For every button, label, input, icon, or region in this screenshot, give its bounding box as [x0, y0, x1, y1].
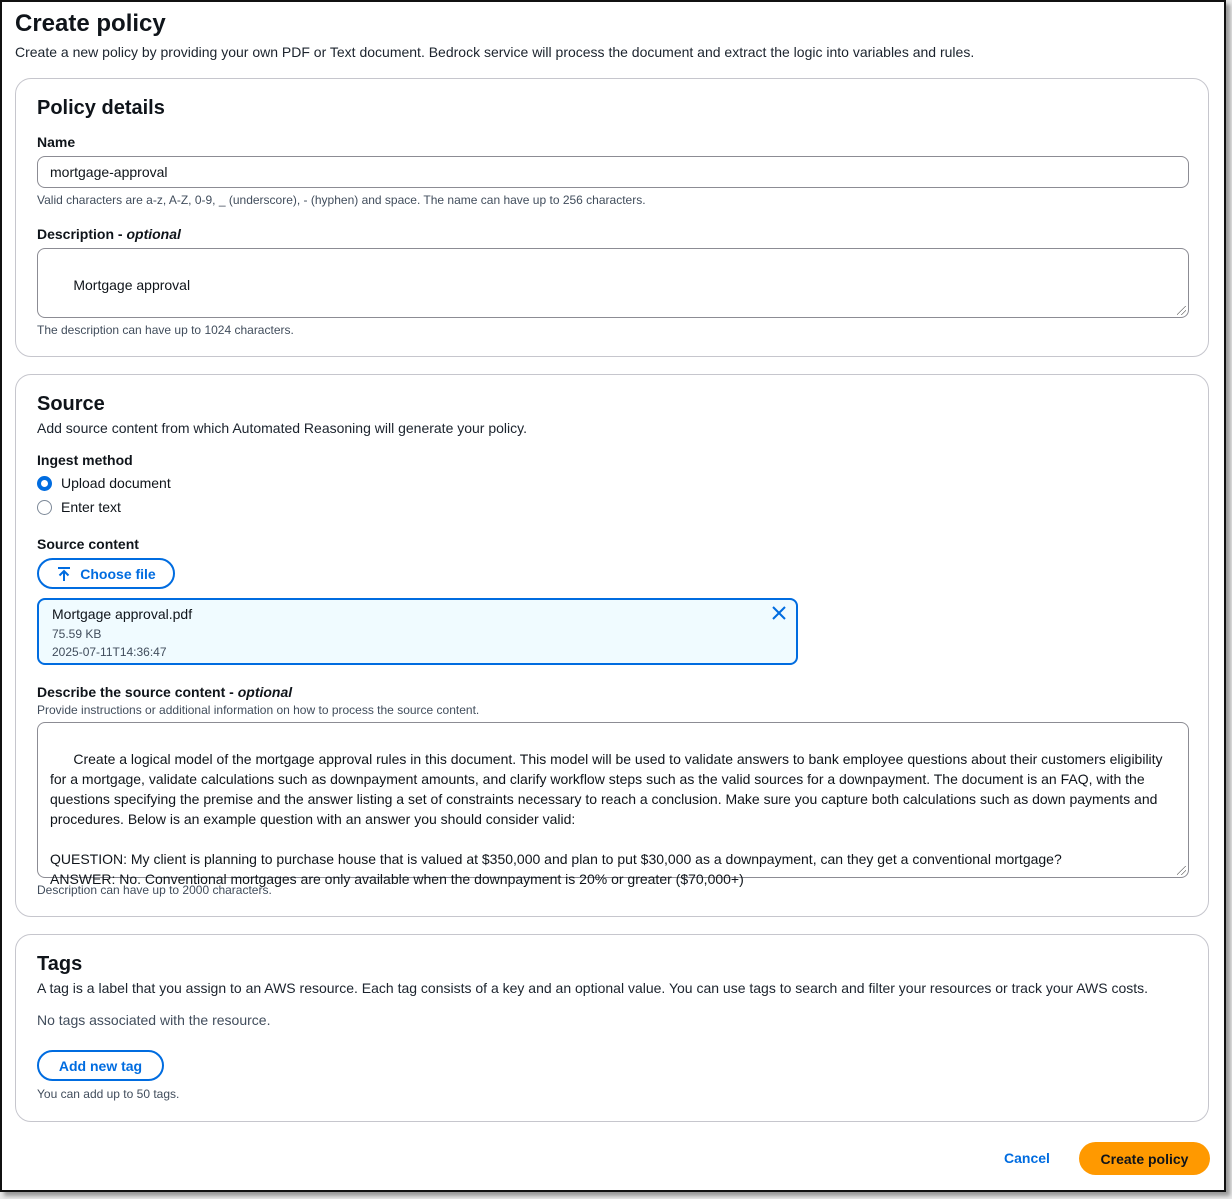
create-policy-button[interactable] [1079, 1142, 1210, 1175]
radio-unchecked-icon[interactable] [37, 500, 52, 515]
describe-source-label-text: Describe the source content - [37, 684, 238, 700]
source-card [15, 374, 1209, 917]
add-new-tag-label: Add new tag [58, 1057, 143, 1074]
uploaded-file-card [37, 598, 798, 665]
page-description: Create a new policy by providing your own PDF or Text document. Bedrock service will process the document and extract the logic into variables and rules. [15, 44, 975, 60]
describe-source-textarea[interactable] [37, 722, 1189, 887]
cancel-button[interactable]: Cancel [1004, 1150, 1050, 1166]
resize-handle-icon[interactable] [1177, 306, 1186, 315]
tags-limit-hint: You can add up to 50 tags. [37, 1087, 180, 1101]
choose-file-label: Choose file [80, 565, 156, 582]
tags-empty-text: No tags associated with the resource. [37, 1012, 271, 1028]
source-title: Source [37, 393, 105, 415]
radio-upload-document[interactable] [37, 475, 171, 491]
file-size: 75.59 KB [52, 627, 102, 641]
name-input[interactable]: mortgage-approval [37, 156, 1189, 188]
optional-tag: optional [126, 226, 181, 242]
describe-source-value: Create a logical model of the mortgage approval rules in this document. This model will be used to validate answers to bank employee questions about their customers eligibility for a mortgage, validate calculations such as downpayment amounts, and clarify workflow steps such as the valid sources for a downpayment. The document is an FAQ, with the questions specifying the premise and the answer listing a set of constraints necessary to reach a conclusion. Make sure you capture both calculations such as down payments and procedures. Below is an example question with an answer you should consider valid: QUESTION: My client is planning to purchase house that is valued at $350,000 and plan to put $30,000 as a downpayment, can they get a conventional mortgage? ANSWER: No. Conventional mortgages are only available when the downpayment is 20% or greater ($70,000+) [50, 751, 1163, 887]
description-textarea-value: Mortgage approval [73, 277, 191, 293]
tags-title: Tags [37, 953, 83, 975]
choose-file-button[interactable] [37, 558, 175, 589]
radio-upload-label: Upload document [61, 475, 171, 491]
radio-enter-text-label: Enter text [61, 499, 121, 515]
description-label [37, 226, 181, 242]
name-label: Name [37, 134, 76, 150]
describe-source-label [37, 684, 292, 700]
resize-handle-icon[interactable] [1177, 866, 1186, 875]
add-new-tag-button[interactable] [37, 1050, 164, 1081]
description-textarea[interactable] [37, 248, 1189, 318]
source-content-label: Source content [37, 536, 139, 552]
upload-icon [56, 566, 72, 582]
policy-details-title: Policy details [37, 97, 165, 119]
policy-details-card [15, 78, 1209, 357]
file-timestamp: 2025-07-11T14:36:47 [52, 645, 167, 659]
radio-enter-text[interactable] [37, 499, 121, 515]
ingest-method-label: Ingest method [37, 452, 133, 468]
tags-description: A tag is a label that you assign to an AWS resource. Each tag consists of a key and an optional value. You can use tags to search and filter your resources or track your AWS costs. [37, 980, 1149, 996]
tags-card [15, 934, 1209, 1122]
describe-source-hint: Provide instructions or additional information on how to process the source content. [37, 703, 480, 717]
name-hint: Valid characters are a-z, A-Z, 0-9, _ (underscore), - (hyphen) and space. The name can have up to 256 characters. [37, 193, 646, 207]
page-title: Create policy [15, 10, 166, 37]
optional-tag: optional [237, 684, 293, 700]
radio-checked-icon[interactable] [37, 476, 52, 491]
description-hint: The description can have up to 1024 characters. [37, 323, 294, 337]
source-subtitle: Add source content from which Automated Reasoning will generate your policy. [37, 420, 528, 436]
describe-limit-hint: Description can have up to 2000 characters. [37, 883, 272, 897]
file-name: Mortgage approval.pdf [52, 606, 193, 622]
create-policy-label: Create policy [1100, 1150, 1189, 1167]
description-label-text: Description - [37, 226, 127, 242]
close-icon[interactable] [771, 605, 787, 621]
